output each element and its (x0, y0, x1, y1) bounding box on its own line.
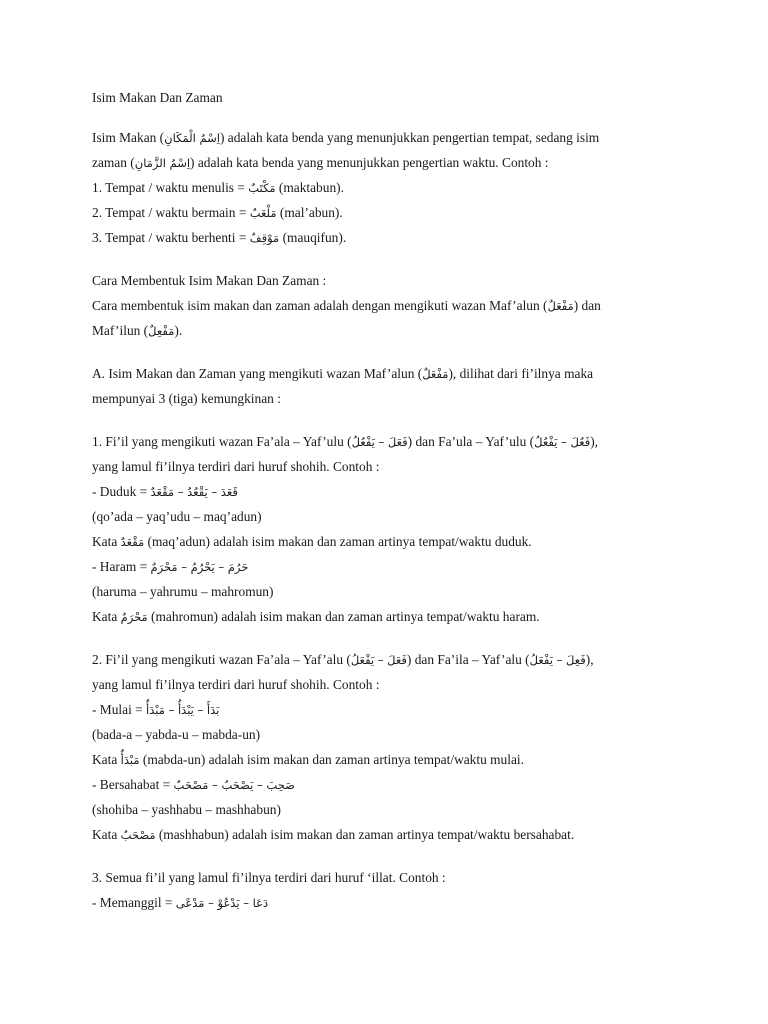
intro-line-5: 3. Tempat / waktu berhenti = مَوْقِفٌ (mauqifun). (92, 230, 347, 245)
s1-line-5: Kata مَقْعَدٌ (maq’adun) adalah isim makan dan zaman artinya tempat/waktu duduk. (92, 534, 532, 549)
arabic-text: دَعَا – يَدْعُوْ – مَدْعًى (175, 896, 269, 910)
arabic-text: اِسْمُ الْمَكَانِ (164, 131, 220, 145)
s1-line-2: yang lamul fi’ilnya terdiri dari huruf shohih. Contoh : (92, 459, 380, 474)
arabic-text: صَحِبَ – يَصْحَبُ – مَصْحَبٌ (173, 778, 295, 792)
arabic-text: مَبْدَأٌ (120, 753, 140, 767)
cara-line-3: Maf’ilun (مَفْعِلٌ). (92, 323, 183, 338)
arabic-text: اِسْمُ الزَّمَانِ (134, 156, 191, 170)
arabic-text: مَفْعِلٌ (148, 324, 175, 338)
arabic-text: مَفْعَلٌ (422, 367, 449, 381)
s2-line-4: (bada-a – yabda-u – mabda-un) (92, 727, 261, 742)
arabic-text: مَقْعَدٌ (120, 535, 145, 549)
s2-line-3: - Mulai = بَدَأَ – يَبْدَأُ – مَبْدَأٌ (92, 702, 220, 717)
arabic-text: قَعَدَ – يَقْعُدُ – مَقْعَدٌ (150, 485, 238, 499)
intro-line-3: 1. Tempat / waktu menulis = مَكْتَبٌ (maktabun). (92, 180, 344, 195)
section-a-line-1: A. Isim Makan dan Zaman yang mengikuti wazan Maf’alun (مَفْعَلٌ), dilihat dari fi’ilnya maka (92, 366, 594, 381)
s2-line-2: yang lamul fi’ilnya terdiri dari huruf shohih. Contoh : (92, 677, 380, 692)
s1-line-1: 1. Fi’il yang mengikuti wazan Fa’ala – Yaf’ulu (فَعَلَ – يَفْعُلُ) dan Fa’ula – Yaf’ulu (فَعُلَ – يَفْعُلُ), (92, 434, 599, 449)
doc-title: Isim Makan Dan Zaman (92, 90, 223, 105)
arabic-text: فَعَلَ – يَفْعَلُ (350, 653, 407, 667)
arabic-text: حَرُمَ – يَحْرُمُ – مَحْرَمٌ (150, 560, 249, 574)
cara-heading: Cara Membentuk Isim Makan Dan Zaman : (92, 273, 327, 288)
arabic-text: مَلْعَبٌ (249, 206, 277, 220)
s2-line-1: 2. Fi’il yang mengikuti wazan Fa’ala – Yaf’alu (فَعَلَ – يَفْعَلُ) dan Fa’ila – Yaf’alu (فَعِلَ – يَفْعَلُ), (92, 652, 594, 667)
arabic-text: مَكْتَبٌ (248, 181, 276, 195)
cara-line-2: Cara membentuk isim makan dan zaman adalah dengan mengikuti wazan Maf’alun (مَفْعَلٌ) dan (92, 298, 601, 313)
s3-line-1: 3. Semua fi’il yang lamul fi’ilnya terdiri dari huruf ‘illat. Contoh : (92, 870, 446, 885)
s1-line-6: - Haram = حَرُمَ – يَحْرُمُ – مَحْرَمٌ (92, 559, 249, 574)
arabic-text: مَصْحَبٌ (120, 828, 156, 842)
arabic-text: فَعُلَ – يَفْعُلُ (534, 435, 591, 449)
intro-line-2: zaman (اِسْمُ الزَّمَانِ) adalah kata benda yang menunjukkan pengertian waktu. Contoh : (92, 155, 549, 170)
arabic-text: فَعِلَ – يَفْعَلُ (529, 653, 586, 667)
arabic-text: مَوْقِفٌ (249, 231, 280, 245)
s3-line-2: - Memanggil = دَعَا – يَدْعُوْ – مَدْعًى (92, 895, 269, 910)
s2-line-5: Kata مَبْدَأٌ (mabda-un) adalah isim makan dan zaman artinya tempat/waktu mulai. (92, 752, 524, 767)
arabic-text: مَحْرَمٌ (120, 610, 148, 624)
s1-line-7: (haruma – yahrumu – mahromun) (92, 584, 274, 599)
s1-line-8: Kata مَحْرَمٌ (mahromun) adalah isim makan dan zaman artinya tempat/waktu haram. (92, 609, 540, 624)
s2-line-6: - Bersahabat = صَحِبَ – يَصْحَبُ – مَصْحَبٌ (92, 777, 295, 792)
intro-line-4: 2. Tempat / waktu bermain = مَلْعَبٌ (mal’abun). (92, 205, 343, 220)
s2-line-7: (shohiba – yashhabu – mashhabun) (92, 802, 281, 817)
s1-line-4: (qo’ada – yaq’udu – maq’adun) (92, 509, 262, 524)
intro-line-1: Isim Makan (اِسْمُ الْمَكَانِ) adalah kata benda yang menunjukkan pengertian tempat, sedang isim (92, 130, 600, 145)
arabic-text: بَدَأَ – يَبْدَأُ – مَبْدَأٌ (146, 703, 220, 717)
arabic-text: فَعَلَ – يَفْعُلُ (351, 435, 408, 449)
s2-line-8: Kata مَصْحَبٌ (mashhabun) adalah isim makan dan zaman artinya tempat/waktu bersahabat. (92, 827, 575, 842)
arabic-text: مَفْعَلٌ (547, 299, 574, 313)
s1-line-3: - Duduk = قَعَدَ – يَقْعُدُ – مَقْعَدٌ (92, 484, 238, 499)
section-a-line-2: mempunyai 3 (tiga) kemungkinan : (92, 391, 281, 406)
